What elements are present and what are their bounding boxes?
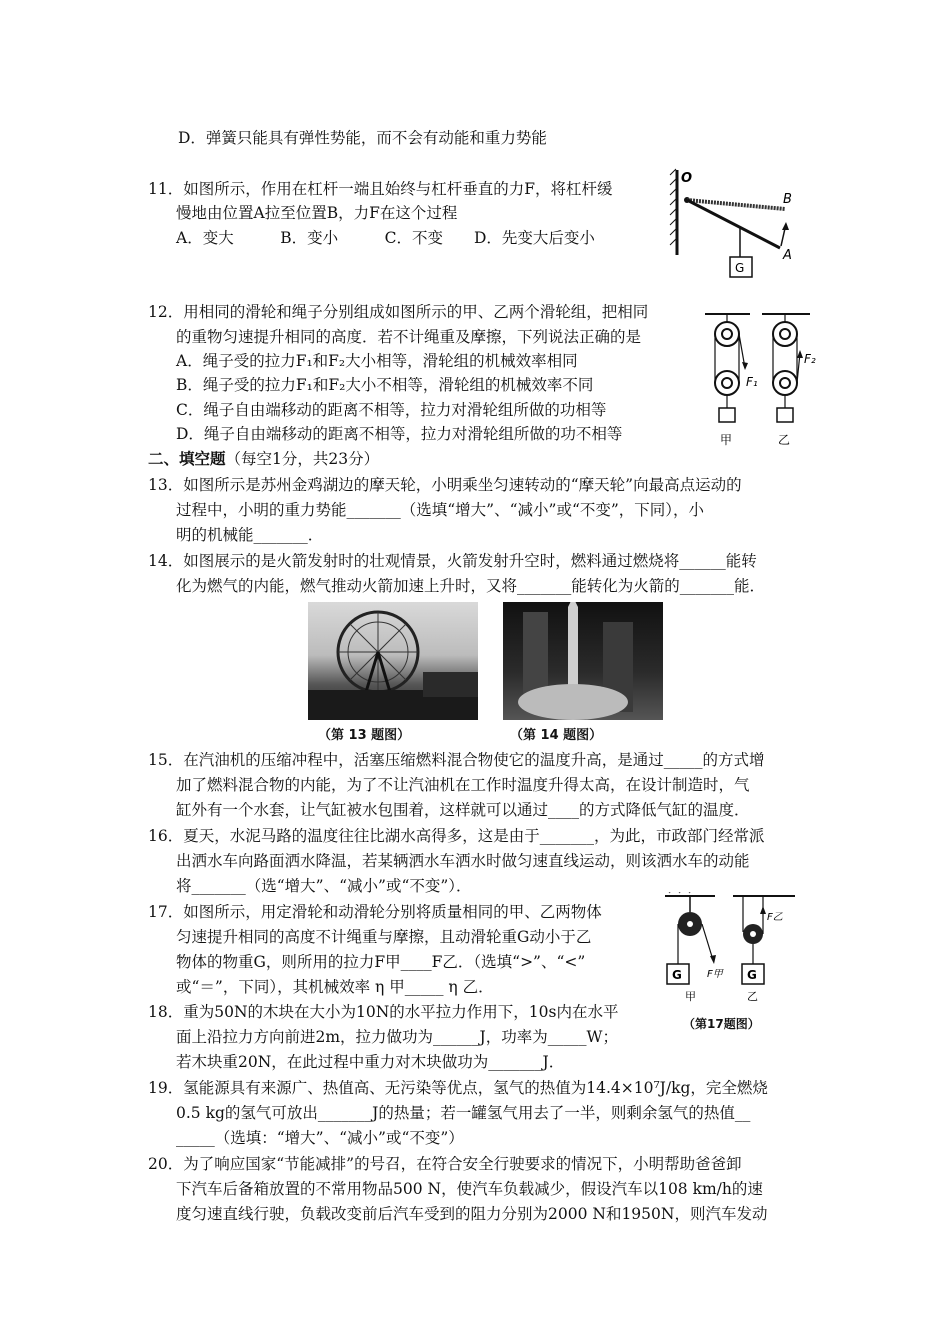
caption-14: （第 14 题图） [510, 728, 603, 743]
q12-pulley-figure [700, 308, 820, 448]
q20-line1: 20．为了响应国家“节能减排”的号召，在符合安全行驶要求的情况下，小明帮助爸爸卸 [148, 1155, 742, 1173]
q20-line3: 度匀速直线行驶，负载改变前后汽车受到的阻力分别为2000 N和1950N，则汽车发动 [176, 1205, 768, 1223]
q15-line3: 缸外有一个水套，让气缸被水包围着，这样就可以通过____的方式降低气缸的温度． [176, 801, 750, 819]
ferris-wheel-photo [308, 602, 478, 720]
rocket-launch-photo [503, 602, 663, 720]
q18-line1: 18．重为50N的木块在大小为10N的水平拉力作用下，10s内在水平 [148, 1003, 619, 1021]
q12-option-b: B．绳子受的拉力F₁和F₂大小不相等，滑轮组的机械效率不同 [176, 376, 594, 394]
q17-line3: 物体的物重G，则所用的拉力F甲____F乙．（选填“>”、“<” [176, 953, 586, 971]
q19-line3: _____（选填：“增大”、“减小”或“不变”） [176, 1129, 464, 1147]
caption-17: （第17题图） [683, 1017, 760, 1031]
q17-pulley-figure [655, 892, 805, 1002]
q14-line1: 14．如图展示的是火箭发射时的壮观情景，火箭发射升空时，燃料通过燃烧将______能转 [148, 552, 757, 570]
q20-line2: 下汽车后备箱放置的不常用物品500 N，使汽车负载减少，假设汽车以108 km/h的速 [176, 1180, 763, 1198]
q16-line3: 将_______（选“增大”、“减小”或“不变”）． [176, 877, 472, 895]
q12-stem-line1: 12．用相同的滑轮和绳子分别组成如图所示的甲、乙两个滑轮组，把相同 [148, 303, 649, 321]
q19-line1: 19．氢能源具有来源广、热值高、无污染等优点，氢气的热值为14.4×10⁷J/kg，完全燃烧 [148, 1079, 768, 1097]
q17-label-fjia: F甲 [707, 969, 723, 980]
q16-line2: 出洒水车向路面洒水降温，若某辆洒水车洒水时做匀速直线运动，则该洒水车的动能 [176, 852, 750, 870]
q12-stem-line2: 的重物匀速提升相同的高度．若不计绳重及摩擦，下列说法正确的是 [176, 328, 642, 346]
q15-line2: 加了燃料混合物的内能，为了不让汽油机在工作时温度升得太高，在设计制造时，气 [176, 776, 750, 794]
q17-line2: 匀速提升相同的高度不计绳重与摩擦，且动滑轮重G动小于乙 [176, 928, 592, 946]
q13-line1: 13．如图所示是苏州金鸡湖边的摩天轮，小明乘坐匀速转动的“摩天轮”向最高点运动的 [148, 476, 742, 494]
q14-line2: 化为燃气的内能，燃气推动火箭加速上升时，又将_______能转化为火箭的_______能． [176, 577, 766, 595]
q17-weight-jia: G [672, 968, 682, 982]
q17-weight-yi: G [747, 968, 757, 982]
q11-options: A．变大 B．变小 C．不变 D．先变大后变小 [176, 229, 595, 247]
q17-label-jia: 甲 [685, 990, 696, 1002]
q19-line2: 0.5 kg的氢气可放出_______J的热量；若一罐氢气用去了一半，则剩余氢气的热值__ [176, 1104, 751, 1122]
q11-label-o: O [681, 171, 693, 186]
q12-label-f2: F₂ [804, 352, 816, 366]
caption-13: （第 13 题图） [318, 728, 411, 743]
q12-option-c: C．绳子自由端移动的距离不相等，拉力对滑轮组所做的功相等 [176, 401, 607, 419]
q12-label-f1: F₁ [746, 375, 758, 389]
q18-line2: 面上沿拉力方向前进2m，拉力做功为______J，功率为_____W； [176, 1028, 618, 1046]
q11-stem-line2: 慢地由位置A拉至位置B，力F在这个过程 [176, 204, 458, 222]
q17-label-fyi: F乙 [767, 912, 783, 923]
q15-line1: 15．在汽油机的压缩冲程中，活塞压缩燃料混合物使它的温度升高，是通过_____的方式增 [148, 751, 765, 769]
q12-label-jia: 甲 [720, 433, 733, 447]
q10-option-d: D．弹簧只能具有弹性势能，而不会有动能和重力势能 [178, 129, 547, 147]
q13-line3: 明的机械能_______． [176, 526, 324, 544]
q11-lever-figure [665, 160, 805, 285]
section-note: （每空1分，共23分） [225, 450, 380, 468]
q11-label-a: A [783, 248, 792, 263]
q17-line4: 或“＝”，下同），其机械效率 η 甲_____ η 乙． [176, 978, 494, 996]
q11-stem-line1: 11．如图所示，作用在杠杆一端且始终与杠杆垂直的力F，将杠杆缓 [148, 180, 613, 198]
section-heading [148, 449, 379, 469]
q11-weight-g: G [735, 261, 745, 275]
q12-option-a: A．绳子受的拉力F₁和F₂大小相等，滑轮组的机械效率相同 [176, 352, 578, 370]
q18-line3: 若木块重20N，在此过程中重力对木块做功为_______J． [176, 1053, 565, 1071]
q16-line1: 16．夏天，水泥马路的温度往往比湖水高得多，这是由于_______，为此，市政部门经常派 [148, 827, 765, 845]
q12-option-d: D．绳子自由端移动的距离不相等，拉力对滑轮组所做的功不相等 [176, 425, 623, 443]
q17-label-yi: 乙 [747, 990, 758, 1002]
q17-line1: 17．如图所示，用定滑轮和动滑轮分别将质量相同的甲、乙两物体 [148, 903, 602, 921]
section-title: 二、填空题 [148, 450, 226, 468]
q12-label-yi: 乙 [778, 433, 791, 447]
q13-line2: 过程中，小明的重力势能_______（选填“增大”、“减小”或“不变”，下同），小 [176, 501, 705, 519]
q11-label-b: B [783, 192, 792, 207]
